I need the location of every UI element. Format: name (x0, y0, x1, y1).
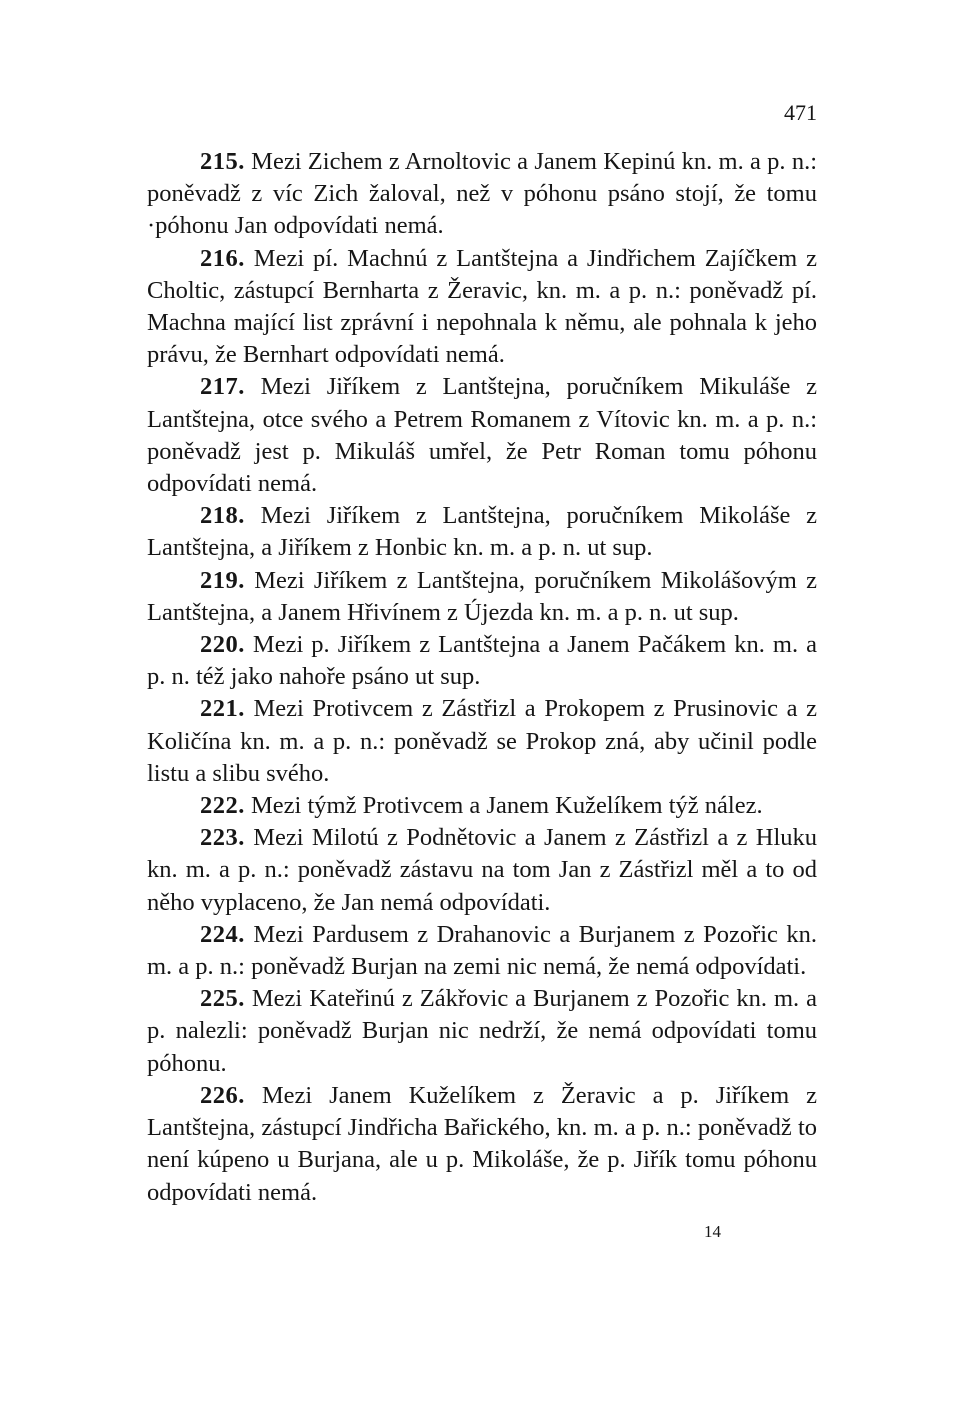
entry-number: 217. (200, 373, 245, 401)
entry-225 (147, 983, 817, 1080)
entry-text: Mezi pí. Machnú z Lantštejna a Jindřichem Zajíčkem z Choltic, zástupcí Bernharta z Žeravic, kn. m. a p. n.: poněvadž pí. Machna mající list zprávní i nepohnala k němu, ale pohnala k jeho právu, že Bernhart odpovídati nemá. (147, 244, 818, 369)
entry-number: 219. (200, 566, 245, 594)
entry-number: 223. (200, 824, 245, 852)
entry-number: 224. (200, 920, 245, 948)
entry-223 (147, 822, 817, 919)
entry-216 (147, 243, 817, 372)
entry-220 (147, 629, 817, 693)
entry-text: Mezi Jiříkem z Lantštejna, poručníkem Mikuláše z Lantštejna, otce svého a Petrem Romanem z Vítovic kn. m. a p. n.: poněvadž jest p. Mikuláš umřel, že Petr Roman tomu póhonu odpovídati nemá. (147, 373, 818, 498)
entry-text: Mezi týmž Protivcem a Janem Kuželíkem týž nález. (251, 792, 763, 820)
entry-text: Mezi Janem Kuželíkem z Žeravic a p. Jiříkem z Lantštejna, zástupcí Jindřicha Bařického, kn. m. a p. n.: poněvadž to není kúpeno u Burjana, ale u p. Mikoláše, že p. Jiřík tomu póhonu odpovídati nemá. (147, 1081, 817, 1206)
page-number: 471 (784, 100, 817, 125)
entry-224 (147, 919, 817, 983)
entry-226 (147, 1080, 817, 1209)
entry-text: Mezi Zichem z Arnoltovic a Janem Kepinú kn. m. a p. n.: poněvadž z víc Zich žaloval, než v póhonu psáno stojí, že tomu ·póhonu Jan odpovídati nemá. (147, 148, 818, 240)
entry-number: 225. (200, 985, 245, 1013)
entry-text: Mezi Jiříkem z Lantštejna, poručníkem Mikoláše z Lantštejna, a Jiříkem z Honbic kn. m. a p. n. ut sup. (147, 502, 818, 562)
entry-218 (147, 500, 817, 564)
entry-text: Mezi Milotú z Podnětovic a Janem z Zástřizl a z Hluku kn. m. a p. n.: poněvadž zástavu na tom Jan z Zástřizl měl a to od něho vyplaceno, že Jan nemá odpovídati. (147, 824, 818, 916)
entry-219 (147, 565, 817, 629)
entry-number: 221. (200, 695, 245, 723)
entry-number: 215. (200, 148, 245, 175)
entry-221 (147, 693, 817, 790)
entry-215 (147, 146, 817, 243)
entry-number: 220. (200, 631, 245, 659)
entry-text: Mezi Kateřinú z Zákřovic a Burjanem z Pozořic kn. m. a p. nalezli: poněvadž Burjan nic nedrží, že nemá odpovídati tomu póhonu. (147, 985, 818, 1077)
text-body (147, 146, 817, 1209)
entry-number: 222. (200, 792, 245, 820)
entry-217 (147, 371, 817, 500)
entry-text: Mezi Pardusem z Drahanovic a Burjanem z Pozořic kn. m. a p. n.: poněvadž Burjan na zemi nic nemá, že nemá odpovídati. (147, 920, 817, 981)
entry-text: Mezi p. Jiříkem z Lantštejna a Janem Pačákem kn. m. a p. n. též jako nahoře psáno ut sup. (147, 631, 818, 691)
entry-text: Mezi Jiříkem z Lantštejna, poručníkem Mikolášovým z Lantštejna, a Janem Hřivínem z Újezda kn. m. a p. n. ut sup. (147, 566, 817, 626)
signature-mark: 14 (704, 1222, 721, 1241)
entry-222 (147, 790, 817, 822)
entry-number: 218. (200, 502, 245, 530)
entry-text: Mezi Protivcem z Zástřizl a Prokopem z Prusinovic a z Količína kn. m. a p. n.: poněvadž se Prokop zná, aby učinil podle listu a slibu svého. (147, 695, 818, 787)
entry-number: 226. (200, 1081, 245, 1109)
entry-number: 216. (200, 244, 245, 272)
